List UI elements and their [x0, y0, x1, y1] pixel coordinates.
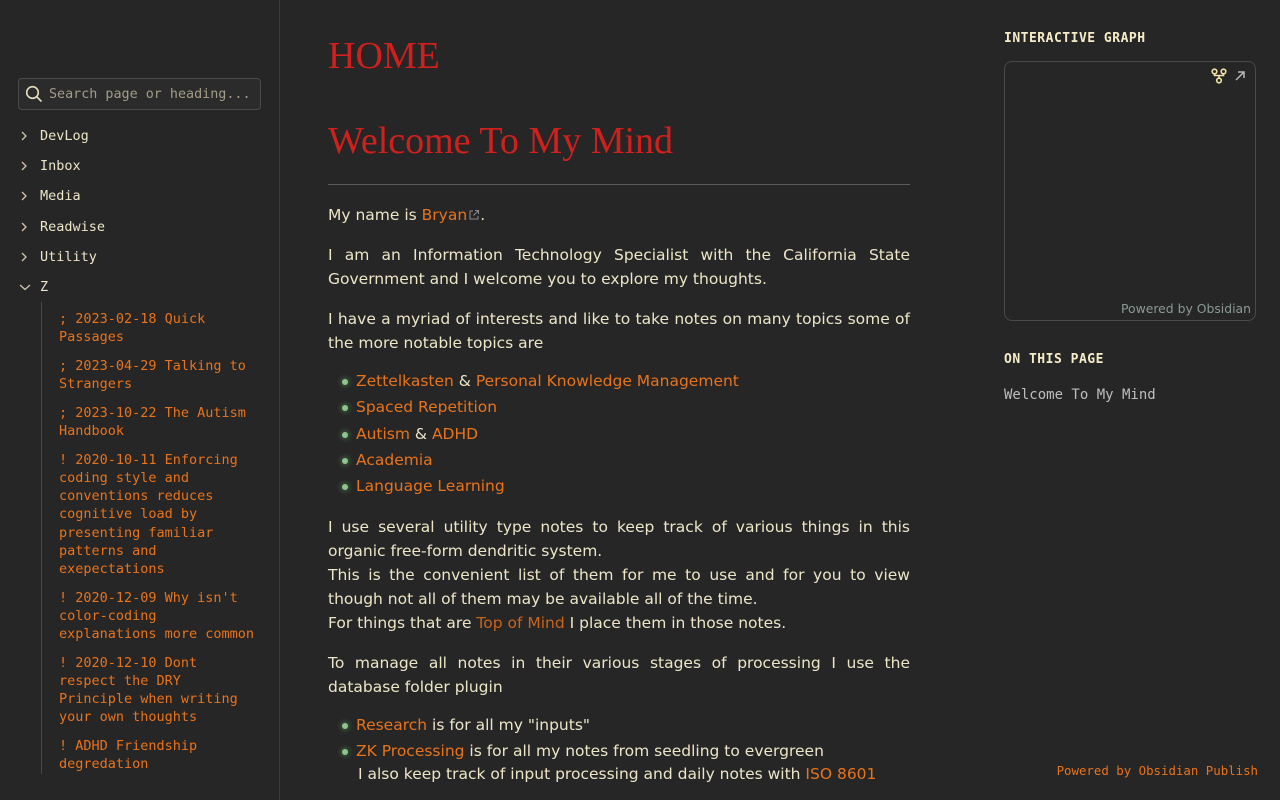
list-item	[328, 394, 910, 420]
folder-label: Utility	[40, 248, 97, 265]
paragraph-utility: I use several utility type notes to keep track of various things in this organic free-form dendritic system.	[328, 518, 910, 561]
link-research[interactable]: Research	[356, 716, 428, 735]
link-zettelkasten[interactable]: Zettelkasten	[356, 372, 454, 390]
interactive-graph[interactable]	[1004, 61, 1256, 321]
text: I place them in those notes.	[564, 614, 787, 633]
list-item	[328, 421, 910, 447]
topics-list	[328, 368, 910, 499]
heading-welcome: Welcome To My Mind	[328, 120, 674, 162]
file-item[interactable]: ; 2023-02-18 Quick Passages	[59, 311, 206, 346]
link-academia[interactable]: Academia	[356, 450, 433, 469]
paragraph-utility-2: This is the convenient list of them for me to use and for you to view though not all of them may be available all of the time.	[328, 566, 910, 609]
folder-label: Readwise	[40, 218, 106, 235]
folder-readwise[interactable]	[18, 212, 268, 242]
link-language-learning[interactable]: Language Learning	[356, 477, 505, 496]
link-autism[interactable]: Autism	[356, 424, 410, 443]
folder-z[interactable]	[18, 272, 268, 302]
link-bryan[interactable]: Bryan	[421, 206, 468, 224]
chevron-right-icon	[18, 221, 40, 233]
file-item[interactable]: ! 2020-10-11 Enforcing coding style and conventions reduces cognitive load by presenting familiar patterns and exepectations	[59, 451, 238, 578]
link-pkm[interactable]: Personal Knowledge Management	[475, 372, 739, 390]
file-tree	[18, 121, 268, 784]
chevron-right-icon	[18, 190, 40, 202]
file-item[interactable]: ! ADHD Friendship degredation	[59, 738, 198, 773]
graph-powered-by: Powered by Obsidian	[1120, 301, 1251, 316]
text: .	[480, 206, 486, 224]
list-item	[328, 712, 910, 738]
text: is for all my notes from seedling to evergreen	[464, 742, 824, 761]
chevron-right-icon	[18, 160, 40, 172]
file-item[interactable]: ; 2023-10-22 The Autism Handbook	[59, 404, 246, 440]
text: For things that are	[328, 614, 477, 633]
text: &	[410, 424, 432, 443]
folder-label: Media	[40, 188, 81, 205]
link-adhd[interactable]: ADHD	[431, 424, 479, 443]
paragraph-name	[328, 203, 910, 227]
graph-controls	[1211, 68, 1247, 84]
link-zk-processing[interactable]: ZK Processing	[356, 742, 465, 761]
file-item[interactable]: ; 2023-04-29 Talking to Strangers	[59, 358, 246, 393]
folder-z-children	[41, 302, 268, 773]
search-input[interactable]	[49, 87, 259, 102]
file-item[interactable]: ! 2020-12-09 Why isn't color-coding explanations more common	[59, 589, 255, 643]
sidebar	[0, 0, 280, 800]
toc-section-title: ON THIS PAGE	[1004, 352, 1104, 367]
list-item	[328, 447, 910, 473]
divider	[328, 184, 910, 185]
plugins-list	[328, 712, 910, 764]
folder-devlog[interactable]	[18, 121, 268, 151]
search-icon	[25, 85, 43, 103]
search-box[interactable]	[18, 78, 261, 110]
chevron-right-icon	[18, 130, 40, 142]
folder-utility[interactable]	[18, 242, 268, 272]
powered-by-obsidian-publish[interactable]: Powered by Obsidian Publish	[1056, 763, 1258, 778]
paragraph-intro: I am an Information Technology Specialist with the California State Government and I welcome you to explore my thoughts.	[328, 246, 910, 288]
paragraph-top-of-mind	[328, 611, 910, 635]
link-top-of-mind[interactable]: Top of Mind	[476, 614, 565, 633]
paragraph-interests: I have a myriad of interests and like to take notes on many topics some of the more notable topics are	[328, 310, 910, 352]
text: My name is	[328, 206, 422, 224]
paragraph-iso	[328, 762, 910, 786]
graph-nodes-icon[interactable]	[1211, 68, 1227, 84]
folder-label: Inbox	[40, 158, 81, 175]
folder-media[interactable]	[18, 181, 268, 211]
list-item	[328, 473, 910, 499]
chevron-down-icon	[18, 282, 40, 292]
text: I also keep track of input processing and daily notes with	[358, 765, 806, 784]
link-spaced-repetition[interactable]: Spaced Repetition	[356, 398, 498, 417]
note-body	[328, 203, 910, 786]
graph-section-title: INTERACTIVE GRAPH	[1004, 31, 1146, 46]
list-item	[328, 368, 910, 394]
folder-inbox[interactable]	[18, 151, 268, 181]
page-title: HOME	[328, 35, 440, 77]
link-iso-8601[interactable]: ISO 8601	[805, 765, 877, 784]
folder-label: Z	[40, 279, 49, 296]
expand-arrow-icon[interactable]	[1233, 69, 1247, 83]
chevron-right-icon	[18, 251, 40, 263]
toc-item-welcome[interactable]: Welcome To My Mind	[1004, 387, 1156, 403]
file-item[interactable]: ! 2020-12-10 Dont respect the DRY Principle when writing your own thoughts	[59, 654, 238, 726]
list-item	[328, 738, 910, 764]
external-link-icon	[468, 209, 480, 221]
folder-label: DevLog	[40, 128, 89, 145]
paragraph-database: To manage all notes in their various stages of processing I use the database folder plugin	[328, 654, 910, 697]
text: &	[453, 372, 476, 390]
text: is for all my "inputs"	[427, 716, 591, 735]
